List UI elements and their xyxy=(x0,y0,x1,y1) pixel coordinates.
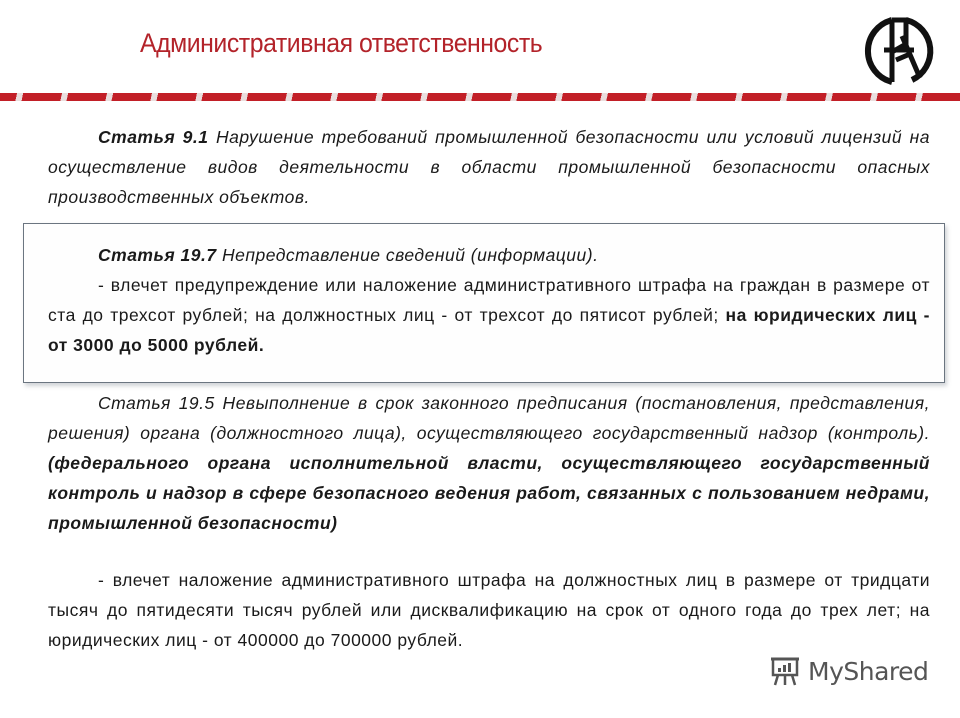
highlight-box-article-19-7 xyxy=(23,223,945,383)
article-text: Невыполнение в срок законного предписания (постановления, представления, решения) органа (должностного лица), осуществляющего государственный надзор (контроль). xyxy=(48,393,930,443)
article-9-1 xyxy=(48,122,930,212)
article-bold-text: (федерального органа исполнительной власти, осуществляющего государственный контроль и надзор в сфере безопасного ведения работ, связанных с пользованием недрами, промышленной безопасности) xyxy=(48,453,930,533)
article-19-7 xyxy=(48,240,930,360)
penalty-text: - влечет предупреждение или наложение административного штрафа на граждан в размере от ста до трехсот рублей; на должностных лиц - от трехсот до пятисот рублей; xyxy=(48,275,930,325)
watermark xyxy=(768,654,928,688)
article-label: Статья 19.5 xyxy=(98,393,215,413)
header-divider-stripe xyxy=(0,93,960,101)
article-text: Непредставление сведений (информации). xyxy=(216,245,599,265)
penalty-text: - влечет наложение административного штрафа на должностных лиц в размере от тридцати тысяч до пятидесяти тысяч рублей или дисквалификацию на срок от одного года до трех лет; на юридических лиц - от 400000 до 700000 рублей. xyxy=(48,570,930,650)
watermark-text: MyShared xyxy=(808,656,929,686)
page-title: Административная ответственность xyxy=(140,28,543,58)
article-text: Нарушение требований промышленной безопасности или условий лицензий на осуществление видов деятельности в области промышленной безопасности опасных производственных объектов. xyxy=(48,127,930,207)
penalty-bold-text: на юридических лиц - от 3000 до 5000 рублей. xyxy=(48,305,930,355)
org-emblem-icon xyxy=(862,14,936,88)
article-label: Статья 19.7 xyxy=(98,245,217,265)
article-label: Статья 9.1 xyxy=(98,127,209,147)
presentation-board-icon xyxy=(768,654,802,688)
article-19-5-penalty xyxy=(48,565,930,655)
article-19-5 xyxy=(48,388,930,538)
